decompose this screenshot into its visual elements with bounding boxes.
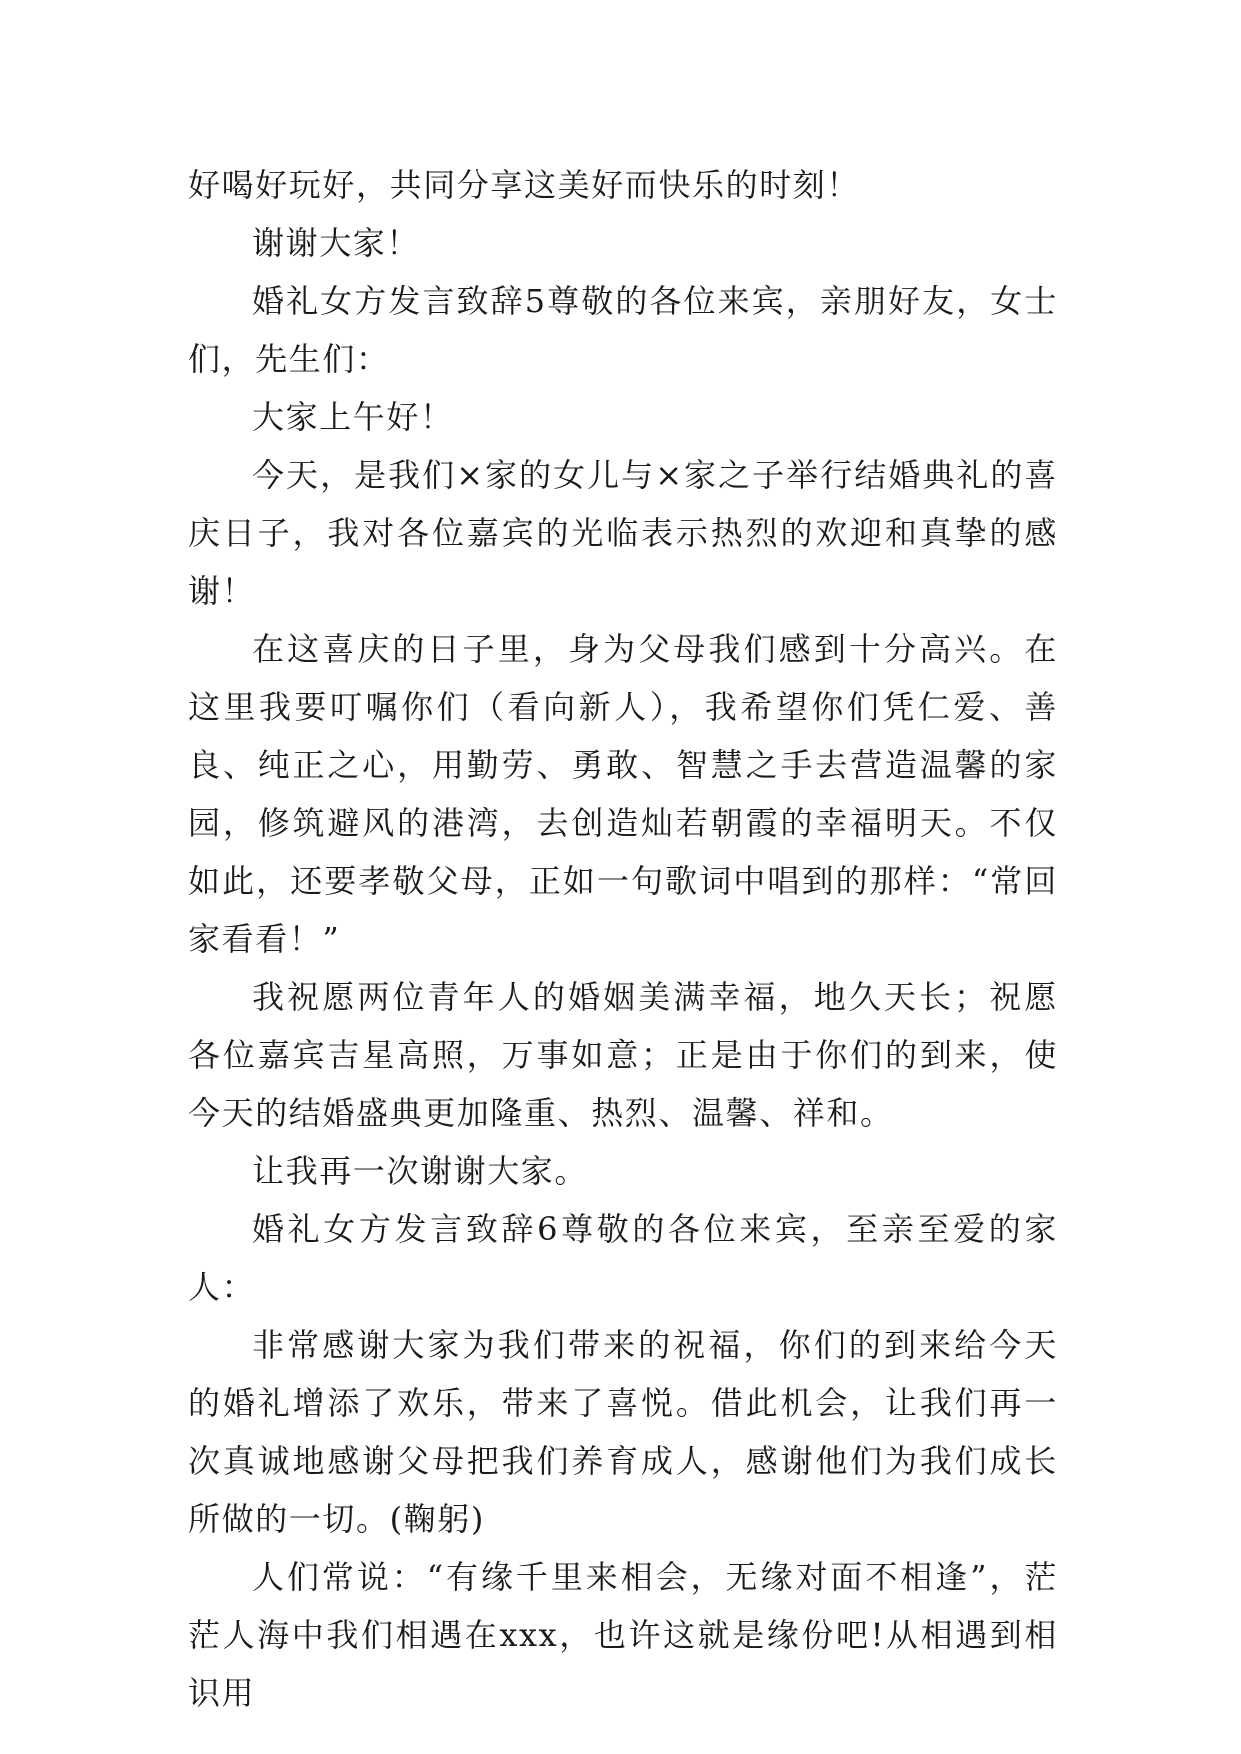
paragraph-6: 在这喜庆的日子里，身为父母我们感到十分高兴。在这里我要叮嘱你们（看向新人），我希望你们凭仁爱、善良、纯正之心，用勤劳、勇敢、智慧之手去营造温馨的家园，修筑避风的港湾，去创造灿若朝霞的幸福明天。不仅如此，还要孝敬父母，正如一句歌词中唱到的那样：“常回家看看！” <box>188 630 1058 958</box>
paragraph-2: 谢谢大家！ <box>252 224 421 262</box>
paragraph-11: 人们常说：“有缘千里来相会，无缘对面不相逢”，茫茫人海中我们相遇在xxx，也许这就是缘份吧!从相遇到相识用 <box>188 1558 1058 1712</box>
paragraph-5: 今天，是我们×家的女儿与×家之子举行结婚典礼的喜庆日子，我对各位嘉宾的光临表示热烈的欢迎和真挚的感谢！ <box>188 456 1058 610</box>
paragraph-9: 婚礼女方发言致辞6尊敬的各位来宾，至亲至爱的家人： <box>188 1210 1058 1306</box>
paragraph-10: 非常感谢大家为我们带来的祝福，你们的到来给今天的婚礼增添了欢乐，带来了喜悦。借此机会，让我们再一次真诚地感谢父母把我们养育成人，感谢他们为我们成长所做的一切。(鞠躬) <box>188 1326 1058 1538</box>
paragraph-8: 让我再一次谢谢大家。 <box>252 1152 589 1190</box>
paragraph-7: 我祝愿两位青年人的婚姻美满幸福，地久天长；祝愿各位嘉宾吉星高照，万事如意；正是由于你们的到来，使今天的结婚盛典更加隆重、热烈、温馨、祥和。 <box>188 978 1058 1132</box>
body-text <box>188 156 1058 1722</box>
paragraph-4: 大家上午好！ <box>252 398 454 436</box>
paragraph-1: 好喝好玩好，共同分享这美好而快乐的时刻！ <box>188 166 861 204</box>
paragraph-3: 婚礼女方发言致辞5尊敬的各位来宾，亲朋好友，女士们，先生们： <box>188 282 1058 378</box>
